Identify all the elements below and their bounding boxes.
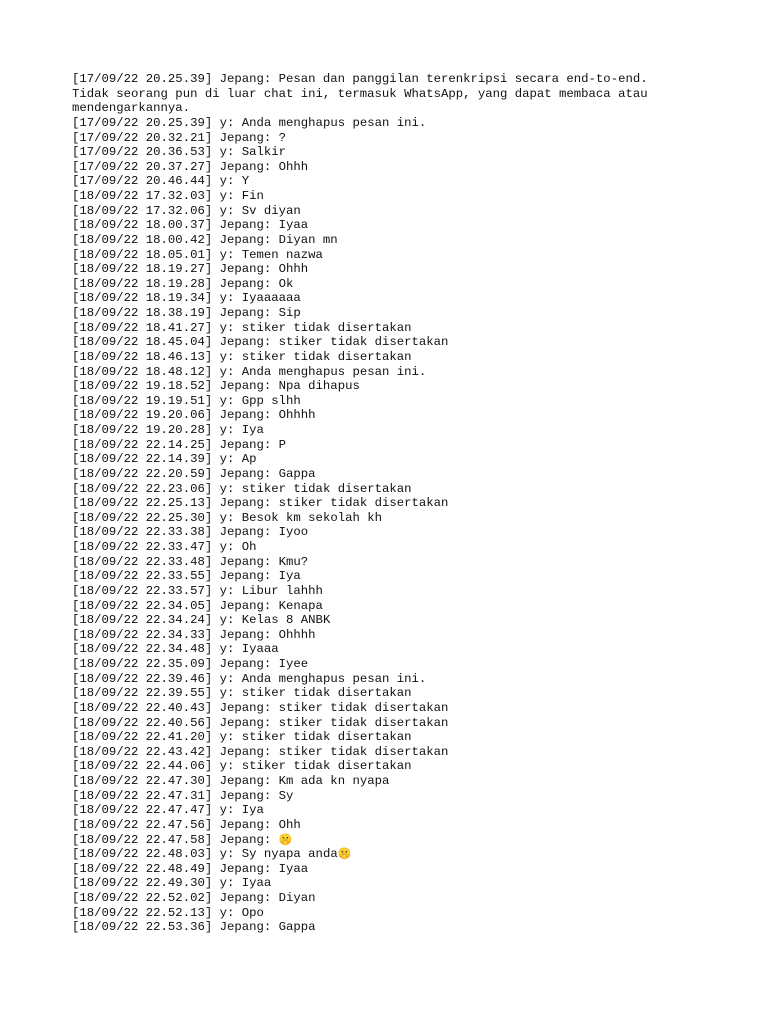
message-timestamp: [18/09/22 22.33.48] — [72, 554, 213, 569]
message-timestamp: [18/09/22 18.00.42] — [72, 232, 213, 247]
message-text: stiker tidak disertakan — [278, 700, 449, 715]
message-sender: y — [219, 671, 227, 686]
message-line: [18/09/22 18.38.19] Jepang: Sip — [72, 306, 301, 320]
message-text: Iyaa — [241, 876, 272, 891]
message-timestamp: [18/09/22 22.44.06] — [72, 759, 213, 774]
message-text: Iyee — [278, 657, 309, 671]
message-timestamp: [18/09/22 19.18.52] — [72, 379, 213, 394]
message-sender: Jepang — [219, 218, 264, 233]
chat-export-document — [72, 72, 712, 935]
message-sender: y — [219, 203, 227, 218]
message-line: [18/09/22 18.45.04] Jepang: stiker tidak disertakan — [72, 335, 449, 350]
message-line: [18/09/22 18.19.34] y: Iyaaaaaa — [72, 291, 301, 306]
message-line: [18/09/22 22.34.48] y: Iyaaa — [72, 642, 279, 657]
message-line: [18/09/22 22.44.06] y: stiker tidak disertakan — [72, 759, 412, 774]
message-timestamp: [18/09/22 18.00.37] — [72, 218, 213, 233]
message-timestamp: [18/09/22 18.19.34] — [72, 291, 213, 306]
message-text: stiker tidak disertakan — [278, 335, 449, 350]
message-sender: y — [219, 876, 227, 891]
message-timestamp: [18/09/22 18.19.28] — [72, 276, 213, 291]
message-timestamp: [18/09/22 18.38.19] — [72, 306, 213, 320]
notice-line-2: Tidak seorang pun di luar chat ini, termasuk WhatsApp, yang dapat membaca atau — [72, 86, 648, 101]
message-line: [18/09/22 22.20.59] Jepang: Gappa — [72, 466, 316, 481]
message-timestamp: [17/09/22 20.37.27] — [72, 159, 213, 174]
message-sender: Jepang — [219, 598, 264, 613]
message-text: Kenapa — [278, 598, 323, 613]
message-text: Ohhhh — [278, 408, 316, 423]
notice-line-1: [17/09/22 20.25.39] Jepang: Pesan dan panggilan terenkripsi secara end-to-end. — [72, 72, 648, 86]
message-timestamp: [18/09/22 22.14.25] — [72, 437, 213, 452]
message-sender: Jepang — [219, 832, 264, 847]
message-timestamp: [18/09/22 22.40.56] — [72, 715, 213, 730]
notice-line-3: mendengarkannya. — [72, 101, 191, 116]
message-timestamp: [18/09/22 22.33.57] — [72, 583, 213, 598]
message-sender: Jepang — [219, 920, 264, 935]
message-line: [18/09/22 17.32.06] y: Sv diyan — [72, 203, 301, 218]
message-sender: y — [219, 481, 227, 496]
message-sender: Jepang — [219, 232, 264, 247]
message-text: Opo — [241, 905, 264, 920]
message-line: [18/09/22 18.00.37] Jepang: Iyaa — [72, 218, 309, 233]
message-sender: y — [219, 759, 227, 774]
message-sender: y — [219, 393, 227, 408]
message-text: Ok — [278, 276, 294, 291]
message-line: [18/09/22 22.14.25] Jepang: P — [72, 437, 287, 452]
message-sender: Jepang — [219, 744, 264, 759]
message-timestamp: [18/09/22 22.41.20] — [72, 730, 213, 745]
message-sender: Jepang — [219, 627, 264, 642]
message-text: Kmu? — [278, 554, 309, 569]
message-sender: y — [219, 905, 227, 920]
message-timestamp: [18/09/22 19.20.06] — [72, 408, 213, 423]
message-timestamp: [18/09/22 22.48.03] — [72, 847, 213, 862]
message-timestamp: [18/09/22 18.41.27] — [72, 320, 213, 335]
message-sender: y — [219, 349, 227, 364]
message-text: Sv diyan — [241, 203, 301, 218]
message-timestamp: [18/09/22 22.34.48] — [72, 642, 213, 657]
message-sender: y — [219, 423, 227, 437]
message-line: [18/09/22 22.47.58] Jepang: 🤫 — [72, 832, 293, 847]
message-sender: Jepang — [219, 715, 264, 730]
message-line: [18/09/22 22.47.30] Jepang: Km ada kn nyapa — [72, 774, 390, 788]
message-line: [18/09/22 22.47.31] Jepang: Sy — [72, 788, 294, 803]
message-line: [18/09/22 22.41.20] y: stiker tidak disertakan — [72, 730, 412, 745]
message-timestamp: [17/09/22 20.32.21] — [72, 130, 213, 145]
message-timestamp: [18/09/22 22.33.47] — [72, 540, 213, 554]
message-timestamp: [18/09/22 22.34.33] — [72, 627, 213, 642]
message-line: [17/09/22 20.32.21] Jepang: ? — [72, 130, 287, 145]
message-text: stiker tidak disertakan — [278, 715, 449, 730]
message-sender: Jepang — [219, 525, 264, 540]
message-sender: y — [219, 642, 227, 657]
message-text: Sip — [278, 306, 301, 320]
message-text: Anda menghapus pesan ini. — [241, 115, 427, 130]
message-line: [18/09/22 22.33.38] Jepang: Iyoo — [72, 525, 309, 540]
message-timestamp: [18/09/22 22.49.30] — [72, 876, 213, 891]
message-timestamp: [18/09/22 22.34.24] — [72, 613, 213, 628]
message-sender: Jepang — [219, 306, 264, 320]
message-sender: Jepang — [219, 408, 264, 423]
message-timestamp: [18/09/22 22.25.30] — [72, 510, 213, 525]
message-line: [18/09/22 22.33.48] Jepang: Kmu? — [72, 554, 309, 569]
message-timestamp: [18/09/22 22.43.42] — [72, 744, 213, 759]
message-timestamp: [18/09/22 22.47.47] — [72, 803, 213, 818]
message-line: [18/09/22 22.43.42] Jepang: stiker tidak disertakan — [72, 744, 449, 759]
message-sender: y — [219, 145, 227, 160]
message-text: stiker tidak disertakan — [241, 759, 412, 774]
message-text: Iya — [241, 423, 264, 437]
message-line: [18/09/22 22.34.33] Jepang: Ohhhh — [72, 627, 316, 642]
message-sender: y — [219, 686, 227, 701]
message-text: Oh — [241, 540, 257, 554]
message-timestamp: [18/09/22 22.14.39] — [72, 452, 213, 467]
message-text: Diyan mn — [278, 232, 338, 247]
message-line: [18/09/22 18.05.01] y: Temen nazwa — [72, 247, 323, 262]
message-sender: Jepang — [219, 130, 264, 145]
message-line: [18/09/22 17.32.03] y: Fin — [72, 189, 264, 203]
message-line: [17/09/22 20.36.53] y: Salkir — [72, 145, 287, 160]
message-sender: y — [219, 452, 227, 467]
message-line: [18/09/22 22.52.13] y: Opo — [72, 905, 264, 920]
message-line: [18/09/22 22.35.09] Jepang: Iyee — [72, 657, 309, 671]
message-timestamp: [18/09/22 19.20.28] — [72, 423, 213, 437]
message-timestamp: [17/09/22 20.36.53] — [72, 145, 213, 160]
message-line: [18/09/22 18.46.13] y: stiker tidak disertakan — [72, 349, 412, 364]
message-line: [18/09/22 22.34.05] Jepang: Kenapa — [72, 598, 323, 613]
message-text: ? — [278, 130, 287, 145]
message-sender: y — [219, 174, 227, 189]
message-timestamp: [18/09/22 22.39.55] — [72, 686, 213, 701]
message-line: [18/09/22 22.39.55] y: stiker tidak disertakan — [72, 686, 412, 701]
message-sender: y — [219, 847, 227, 862]
message-sender: y — [219, 730, 227, 745]
shushing-face-emoji-icon: 🤫 — [278, 832, 293, 846]
message-line: [18/09/22 18.19.28] Jepang: Ok — [72, 276, 294, 291]
message-text: Fin — [241, 189, 264, 203]
message-text: P — [278, 437, 287, 452]
message-line: [17/09/22 20.25.39] y: Anda menghapus pesan ini. — [72, 115, 427, 130]
message-sender: y — [219, 364, 227, 379]
message-line: [18/09/22 22.23.06] y: stiker tidak disertakan — [72, 481, 412, 496]
message-sender: Jepang — [219, 335, 264, 350]
message-text: Ohh — [278, 817, 301, 832]
message-line: [18/09/22 19.20.28] y: Iya — [72, 423, 264, 437]
message-timestamp: [18/09/22 18.05.01] — [72, 247, 213, 262]
message-sender: Jepang — [219, 262, 264, 277]
message-text: Iyaaaaaa — [241, 291, 301, 306]
message-sender: y — [219, 613, 227, 628]
message-timestamp: [18/09/22 22.47.30] — [72, 774, 213, 788]
message-timestamp: [18/09/22 22.35.09] — [72, 657, 213, 671]
message-text: Ap — [241, 452, 257, 467]
message-timestamp: [18/09/22 22.33.55] — [72, 569, 213, 584]
message-timestamp: [18/09/22 18.46.13] — [72, 349, 213, 364]
message-sender: Jepang — [219, 437, 264, 452]
encryption-notice — [72, 72, 712, 116]
message-text: Ohhh — [278, 159, 309, 174]
message-sender: Jepang — [219, 774, 264, 788]
message-sender: y — [219, 583, 227, 598]
message-line: [18/09/22 22.39.46] y: Anda menghapus pesan ini. — [72, 671, 427, 686]
message-timestamp: [18/09/22 18.19.27] — [72, 262, 213, 277]
message-timestamp: [18/09/22 18.48.12] — [72, 364, 213, 379]
message-sender: Jepang — [219, 554, 264, 569]
message-sender: Jepang — [219, 657, 264, 671]
message-text: stiker tidak disertakan — [241, 320, 412, 335]
message-line: [18/09/22 22.25.13] Jepang: stiker tidak disertakan — [72, 496, 449, 511]
message-timestamp: [18/09/22 22.52.13] — [72, 905, 213, 920]
message-sender: Jepang — [219, 379, 264, 394]
message-text: Km ada kn nyapa — [278, 774, 390, 788]
message-timestamp: [18/09/22 22.47.58] — [72, 832, 213, 847]
message-text: Iyaa — [278, 218, 309, 233]
message-sender: y — [219, 510, 227, 525]
message-sender: y — [219, 540, 227, 554]
message-text: Diyan — [278, 891, 316, 905]
shushing-face-emoji-icon: 🤫 — [337, 847, 352, 861]
message-text: Gappa — [278, 466, 316, 481]
message-timestamp: [18/09/22 18.45.04] — [72, 335, 213, 350]
message-line: [18/09/22 19.19.51] y: Gpp slhh — [72, 393, 301, 408]
message-line: [18/09/22 18.41.27] y: stiker tidak disertakan — [72, 320, 412, 335]
message-line: [18/09/22 18.19.27] Jepang: Ohhh — [72, 262, 309, 277]
message-timestamp: [18/09/22 17.32.03] — [72, 189, 213, 203]
message-text: Libur lahhh — [241, 583, 323, 598]
message-line: [18/09/22 22.52.02] Jepang: Diyan — [72, 891, 316, 905]
message-sender: Jepang — [219, 891, 264, 905]
message-line: [18/09/22 19.18.52] Jepang: Npa dihapus — [72, 379, 360, 394]
message-line: [17/09/22 20.46.44] y: Y — [72, 174, 250, 189]
message-sender: Jepang — [219, 496, 264, 511]
message-line: [18/09/22 22.33.47] y: Oh — [72, 540, 257, 554]
message-timestamp: [18/09/22 22.40.43] — [72, 700, 213, 715]
message-text: Iyoo — [278, 525, 309, 540]
message-text: Iya — [241, 803, 264, 818]
message-line: [18/09/22 22.40.43] Jepang: stiker tidak disertakan — [72, 700, 449, 715]
message-line: [18/09/22 22.47.56] Jepang: Ohh — [72, 817, 301, 832]
message-timestamp: [18/09/22 22.47.56] — [72, 817, 213, 832]
message-text: Temen nazwa — [241, 247, 323, 262]
message-sender: Jepang — [219, 788, 264, 803]
message-timestamp: [18/09/22 22.47.31] — [72, 788, 213, 803]
message-timestamp: [18/09/22 22.23.06] — [72, 481, 213, 496]
message-sender: y — [219, 247, 227, 262]
message-line: [18/09/22 22.49.30] y: Iyaa — [72, 876, 272, 891]
message-text: Ohhhh — [278, 627, 316, 642]
message-sender: Jepang — [219, 569, 264, 584]
message-sender: Jepang — [219, 159, 264, 174]
message-text: Kelas 8 ANBK — [241, 613, 331, 628]
message-text: stiker tidak disertakan — [278, 496, 449, 511]
message-sender: Jepang — [219, 700, 264, 715]
message-timestamp: [18/09/22 22.33.38] — [72, 525, 213, 540]
message-line: [18/09/22 22.25.30] y: Besok km sekolah kh — [72, 510, 382, 525]
message-sender: y — [219, 803, 227, 818]
message-text: stiker tidak disertakan — [241, 730, 412, 745]
message-line: [18/09/22 22.14.39] y: Ap — [72, 452, 257, 467]
message-sender: Jepang — [219, 466, 264, 481]
message-timestamp: [18/09/22 22.39.46] — [72, 671, 213, 686]
message-text: Sy nyapa anda — [241, 847, 338, 862]
message-timestamp: [18/09/22 22.34.05] — [72, 598, 213, 613]
message-timestamp: [18/09/22 22.48.49] — [72, 861, 213, 876]
message-line: [18/09/22 22.53.36] Jepang: Gappa — [72, 920, 316, 935]
message-text: Y — [241, 174, 250, 189]
message-line: [18/09/22 22.48.49] Jepang: Iyaa — [72, 861, 309, 876]
message-text: Sy — [278, 788, 294, 803]
message-text: Gpp slhh — [241, 393, 301, 408]
message-text: Iya — [278, 569, 301, 584]
message-timestamp: [18/09/22 17.32.06] — [72, 203, 213, 218]
message-line: [18/09/22 22.48.03] y: Sy nyapa anda🤫 — [72, 847, 352, 862]
message-timestamp: [18/09/22 22.52.02] — [72, 891, 213, 905]
message-sender: Jepang — [219, 276, 264, 291]
message-text: stiker tidak disertakan — [241, 349, 412, 364]
message-timestamp: [18/09/22 22.25.13] — [72, 496, 213, 511]
message-line: [17/09/22 20.37.27] Jepang: Ohhh — [72, 159, 309, 174]
message-line: [18/09/22 22.34.24] y: Kelas 8 ANBK — [72, 613, 331, 628]
message-text: Iyaa — [278, 861, 309, 876]
message-line: [18/09/22 22.33.57] y: Libur lahhh — [72, 583, 323, 598]
message-sender: y — [219, 320, 227, 335]
message-timestamp: [18/09/22 22.53.36] — [72, 920, 213, 935]
message-text: Gappa — [278, 920, 316, 935]
message-timestamp: [18/09/22 19.19.51] — [72, 393, 213, 408]
message-text: Ohhh — [278, 262, 309, 277]
message-line: [18/09/22 22.47.47] y: Iya — [72, 803, 264, 818]
message-line: [18/09/22 22.33.55] Jepang: Iya — [72, 569, 301, 584]
message-timestamp: [18/09/22 22.20.59] — [72, 466, 213, 481]
message-timestamp: [17/09/22 20.25.39] — [72, 115, 213, 130]
message-line: [18/09/22 19.20.06] Jepang: Ohhhh — [72, 408, 316, 423]
message-list — [72, 116, 712, 935]
message-text: stiker tidak disertakan — [241, 686, 412, 701]
message-text: Besok km sekolah kh — [241, 510, 382, 525]
message-text: Salkir — [241, 145, 287, 160]
message-sender: y — [219, 291, 227, 306]
message-sender: y — [219, 115, 227, 130]
message-sender: Jepang — [219, 817, 264, 832]
message-sender: y — [219, 189, 227, 203]
message-text: stiker tidak disertakan — [241, 481, 412, 496]
message-text: Iyaaa — [241, 642, 279, 657]
message-sender: Jepang — [219, 861, 264, 876]
message-line: [18/09/22 18.48.12] y: Anda menghapus pesan ini. — [72, 364, 427, 379]
message-text: Npa dihapus — [278, 379, 360, 394]
message-text: stiker tidak disertakan — [278, 744, 449, 759]
message-line: [18/09/22 22.40.56] Jepang: stiker tidak disertakan — [72, 715, 449, 730]
message-text: Anda menghapus pesan ini. — [241, 671, 427, 686]
message-timestamp: [17/09/22 20.46.44] — [72, 174, 213, 189]
message-line: [18/09/22 18.00.42] Jepang: Diyan mn — [72, 232, 338, 247]
message-text: Anda menghapus pesan ini. — [241, 364, 427, 379]
